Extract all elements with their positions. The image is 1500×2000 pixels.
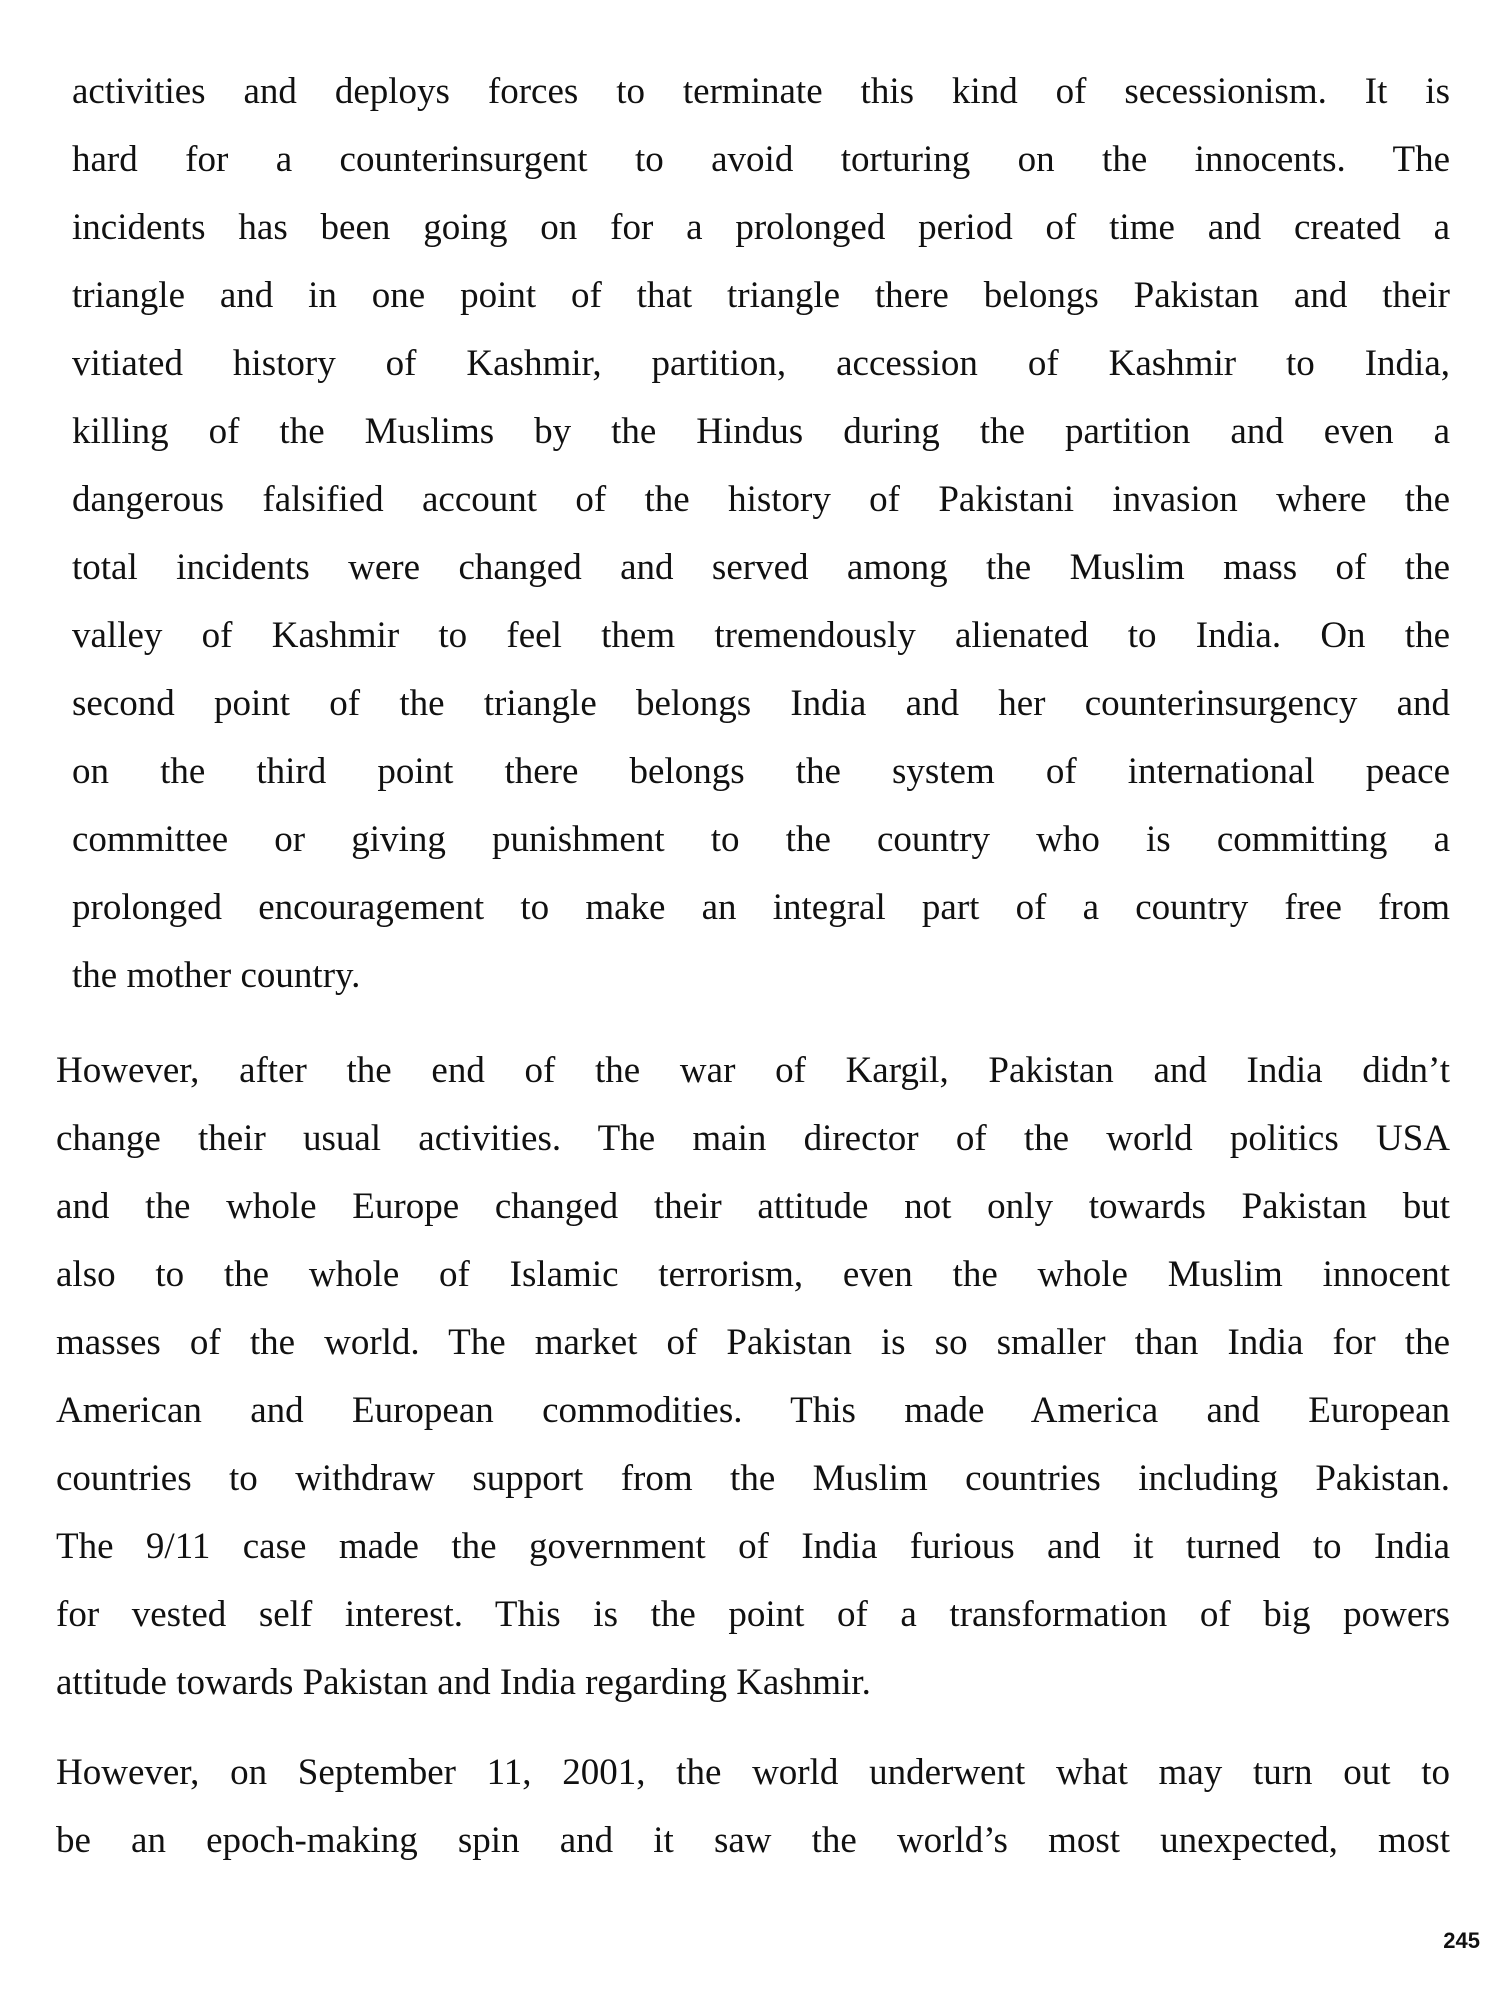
text-line: the mother country.: [72, 955, 361, 996]
text-line: American and European commodities. This made America and European: [56, 1390, 1450, 1431]
text-line: total incidents were changed and served among the Muslim mass of the: [72, 547, 1450, 588]
paragraph-2: [56, 1037, 1450, 1717]
text-line: on the third point there belongs the system of international peace: [72, 751, 1450, 792]
text-line: committee or giving punishment to the country who is committing a: [72, 819, 1450, 860]
text-line: change their usual activities. The main director of the world politics USA: [56, 1118, 1450, 1159]
text-line: second point of the triangle belongs India and her counterinsurgency and: [72, 683, 1450, 724]
text-line: for vested self interest. This is the point of a transformation of big powers: [56, 1594, 1450, 1635]
page-number: 245: [1443, 1928, 1480, 1953]
text-line: attitude towards Pakistan and India regarding Kashmir.: [56, 1662, 871, 1703]
paragraph-1: [72, 58, 1450, 1010]
text-line: countries to withdraw support from the Muslim countries including Pakistan.: [56, 1458, 1450, 1499]
text-line: incidents has been going on for a prolonged period of time and created a: [72, 207, 1450, 248]
text-line: masses of the world. The market of Pakistan is so smaller than India for the: [56, 1322, 1450, 1363]
text-line: triangle and in one point of that triangle there belongs Pakistan and their: [72, 275, 1450, 316]
text-line: and the whole Europe changed their attitude not only towards Pakistan but: [56, 1186, 1450, 1227]
text-line: be an epoch-making spin and it saw the world’s most unexpected, most: [56, 1820, 1450, 1861]
text-line: vitiated history of Kashmir, partition, accession of Kashmir to India,: [72, 343, 1450, 384]
text-line: activities and deploys forces to terminate this kind of secessionism. It is: [72, 71, 1450, 112]
text-line: prolonged encouragement to make an integral part of a country free from: [72, 887, 1450, 928]
paragraph-3: [56, 1739, 1450, 1875]
text-line: killing of the Muslims by the Hindus during the partition and even a: [72, 411, 1450, 452]
text-line: However, on September 11, 2001, the world underwent what may turn out to: [56, 1752, 1450, 1793]
text-line: also to the whole of Islamic terrorism, even the whole Muslim innocent: [56, 1254, 1450, 1295]
text-line: hard for a counterinsurgent to avoid torturing on the innocents. The: [72, 139, 1450, 180]
text-line: dangerous falsified account of the history of Pakistani invasion where the: [72, 479, 1450, 520]
text-line: The 9/11 case made the government of India furious and it turned to India: [56, 1526, 1450, 1567]
text-line: valley of Kashmir to feel them tremendously alienated to India. On the: [72, 615, 1450, 656]
text-line: However, after the end of the war of Kargil, Pakistan and India didn’t: [56, 1050, 1450, 1091]
